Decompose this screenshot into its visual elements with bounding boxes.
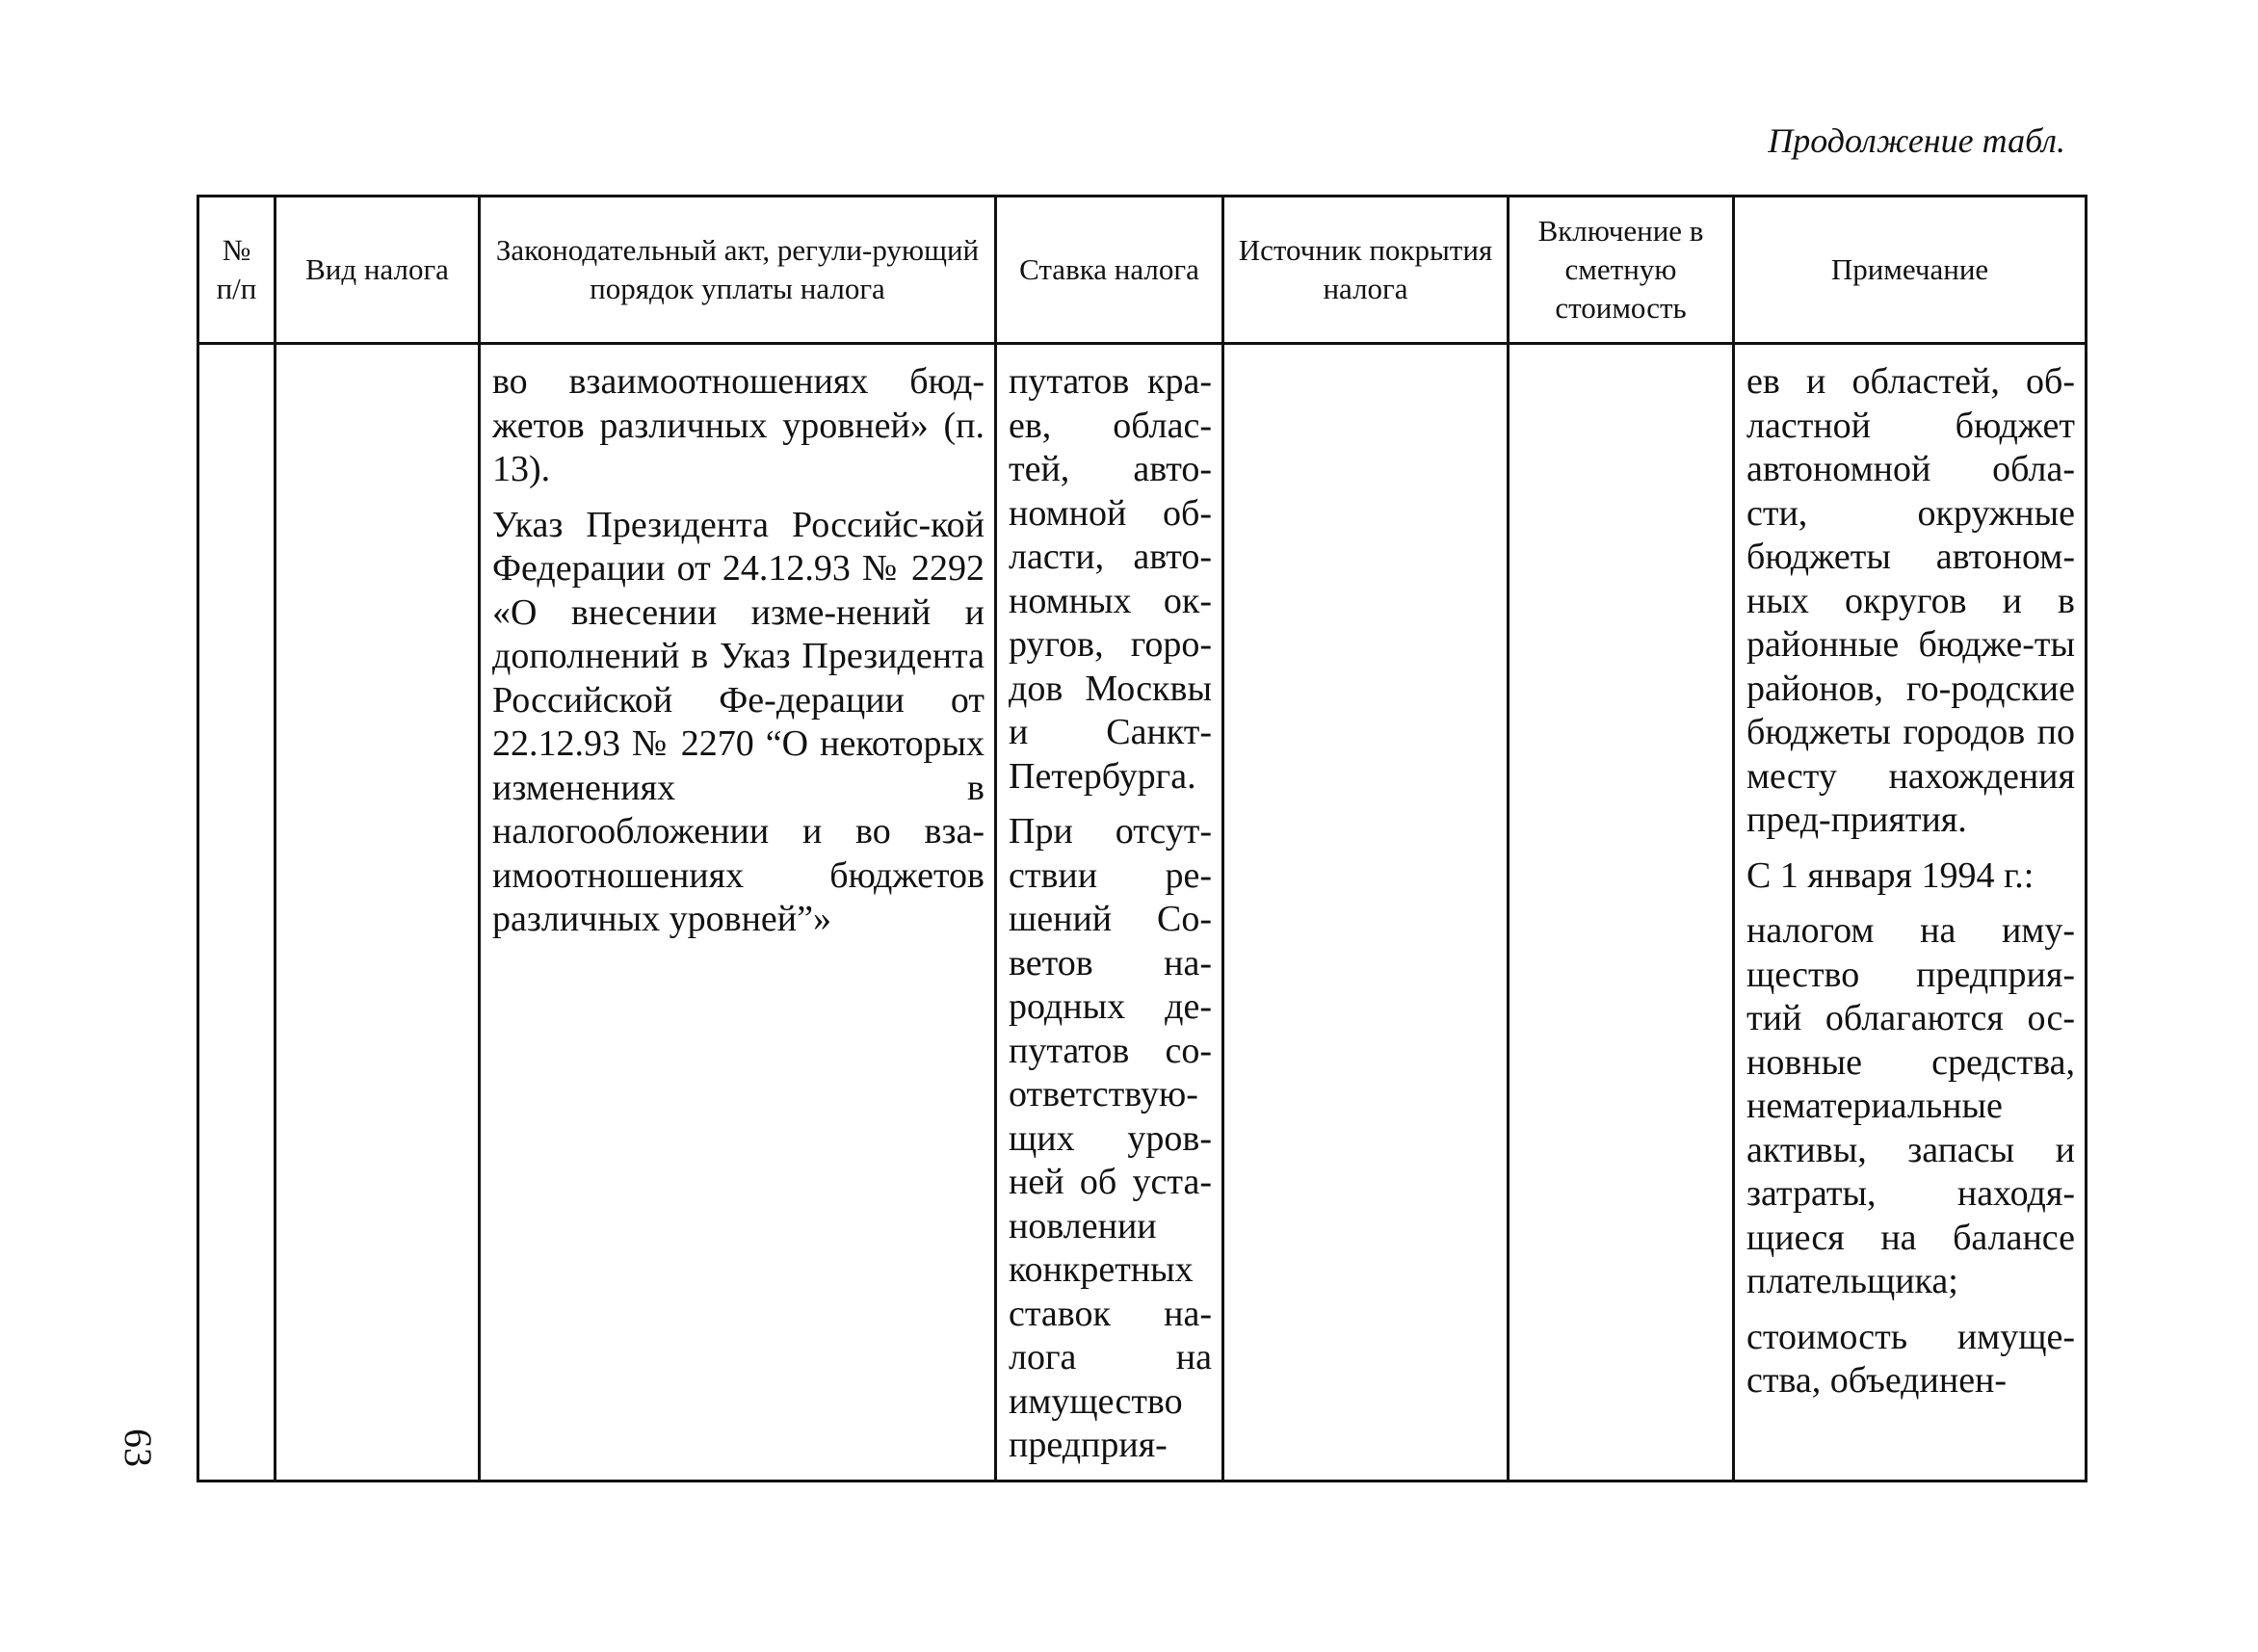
column-header-tax-type: Вид налога xyxy=(276,197,480,344)
table-header-row xyxy=(198,197,2087,344)
cell-source xyxy=(1223,344,1509,1482)
column-header-source: Источник покрытия налога xyxy=(1223,197,1509,344)
cell-number xyxy=(198,344,276,1482)
page-number: 63 xyxy=(117,1429,160,1467)
cell-note xyxy=(1734,344,2087,1482)
cell-rate xyxy=(996,344,1223,1482)
column-header-legal-act: Законодательный акт, регули-рующий порядок уплаты налога xyxy=(480,197,996,344)
rate-paragraph: путатов кра-ев, облас-тей, авто-номной об-ласти, авто-номных ок-ругов, горо-дов Москвы и Санкт-Петербурга. xyxy=(1009,361,1212,797)
column-header-inclusion: Включение в сметную стоимость xyxy=(1509,197,1734,344)
column-header-number: № п/п xyxy=(198,197,276,344)
cell-inclusion xyxy=(1509,344,1734,1482)
cell-tax-type xyxy=(276,344,480,1482)
column-header-rate: Ставка налога xyxy=(996,197,1223,344)
rate-paragraph: При отсут-ствии ре-шений Со-ветов на-родных де-путатов со-ответствую-щих уров-ней об уста-новлении конкретных ставок на-лога на имущество предприя- xyxy=(1009,811,1212,1465)
table-continuation-label: Продолжение табл. xyxy=(1768,121,2065,160)
column-header-note: Примечание xyxy=(1734,197,2087,344)
note-paragraph: С 1 января 1994 г.: xyxy=(1746,854,2035,896)
cell-legal-act xyxy=(480,344,996,1482)
legal-act-paragraph: во взаимоотношениях бюд-жетов различных уровней» (п. 13). xyxy=(492,361,985,489)
note-paragraph: ев и областей, об-ластной бюджет автономной обла-сти, окружные бюджеты автоном-ных округов и в районные бюдже-ты районов, го-родские бюджеты городов по месту нахождения пред-приятия. xyxy=(1746,361,2075,840)
note-paragraph: налогом на иму-щество предприя-тий облагаются ос-новные средства, нематериальные активы, запасы и затраты, находя-щиеся на балансе плательщика; xyxy=(1746,910,2075,1301)
legal-act-paragraph: Указ Президента Российс-кой Федерации от 24.12.93 № 2292 «О внесении изме-нений и дополнений в Указ Президента Российской Фе-дерации от 22.12.93 № 2270 “О некоторых изменениях в налогообложении и во вза-имоотношениях бюджетов различных уровней”» xyxy=(492,504,985,939)
table-row xyxy=(198,344,2087,1482)
note-paragraph: стоимость имуще-ства, объединен- xyxy=(1746,1316,2075,1401)
tax-table xyxy=(197,195,2087,1482)
